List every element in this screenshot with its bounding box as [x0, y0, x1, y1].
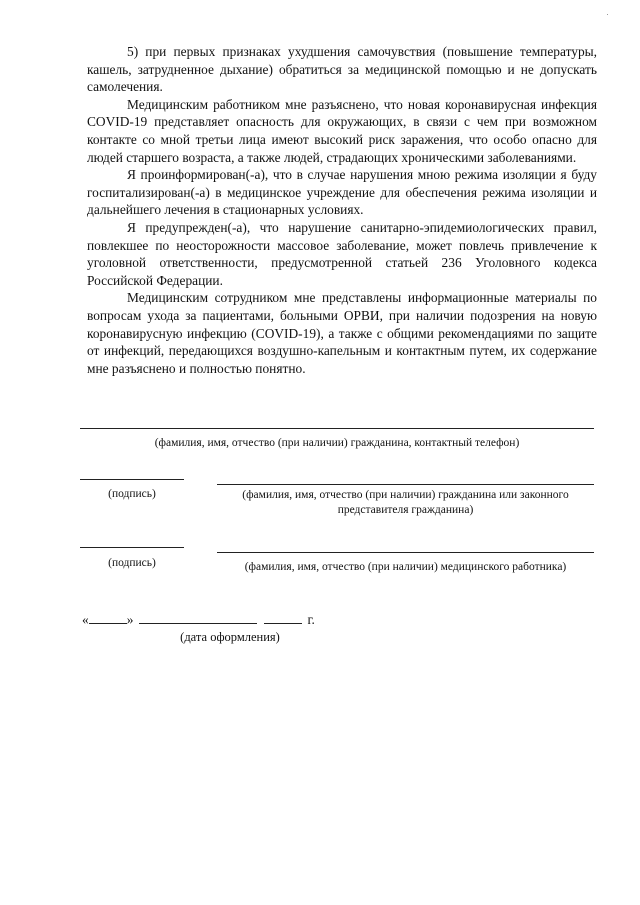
citizen-or-representative-caption: (фамилия, имя, отчество (при наличии) гражданина или законного представителя гражданина)	[242, 489, 569, 516]
close-quote: »	[126, 612, 134, 627]
medical-worker-signature-caption: (подпись)	[108, 557, 156, 569]
medical-worker-name-line[interactable]	[217, 552, 594, 553]
citizen-name-line[interactable]	[217, 484, 594, 485]
day-blank[interactable]	[89, 611, 127, 624]
date-line	[82, 611, 315, 628]
body-text	[87, 43, 597, 377]
year-suffix: г.	[307, 612, 315, 627]
scan-speck	[607, 14, 608, 15]
paragraph-item-5: 5) при первых признаках ухудшения самочувствия (повышение температуры, кашель, затрудненное дыхание) обратиться за медицинской помощью и не допускать самолечения.	[87, 44, 597, 95]
paragraph-covid-risk: Медицинским работником мне разъяснено, что новая коронавирусная инфекция COVID-19 представляет опасность для окружающих, в связи с чем при возможном контакте со мной третьи лица имеют высокий риск заражения, что особо опасно для людей старшего возраста, а также людей, страдающих хроническими заболеваниями.	[87, 96, 597, 165]
paragraph-information-materials: Медицинским сотрудником мне представлены информационные материалы по вопросам ухода за пациентами, больными ОРВИ, при наличии подозрения на новую коронавирусную инфекцию (COVID-19), а также с общими рекомендациями по защите от инфекций, передающихся воздушно-капельным и контактным путем, их содержание мне разъяснено и полностью понятно.	[87, 290, 597, 376]
medical-worker-signature-line[interactable]	[80, 547, 184, 548]
medical-worker-caption: (фамилия, имя, отчество (при наличии) медицинского работника)	[244, 561, 567, 573]
date-caption: (дата оформления)	[180, 630, 280, 644]
open-quote: «	[82, 612, 89, 627]
citizen-contact-caption: (фамилия, имя, отчество (при наличии) гражданина, контактный телефон)	[154, 437, 520, 449]
month-blank[interactable]	[139, 611, 257, 624]
year-blank[interactable]	[264, 611, 302, 624]
citizen-signature-line[interactable]	[80, 479, 184, 480]
citizen-signature-caption: (подпись)	[108, 488, 156, 500]
citizen-contact-line[interactable]	[80, 428, 594, 429]
paragraph-hospitalization: Я проинформирован(-а), что в случае нарушения мною режима изоляции я буду госпитализирован(-а) в медицинское учреждение для обеспечения режима изоляции и дальнейшего лечения в стационарных условиях.	[87, 167, 597, 218]
paragraph-criminal-liability: Я предупрежден(-а), что нарушение санитарно-эпидемиологических правил, повлекшее по неосторожности массовое заболевание, может повлечь привлечение к уголовной ответственности, предусмотренной статьей 236 Уголовного кодекса Российской Федерации.	[87, 219, 597, 288]
